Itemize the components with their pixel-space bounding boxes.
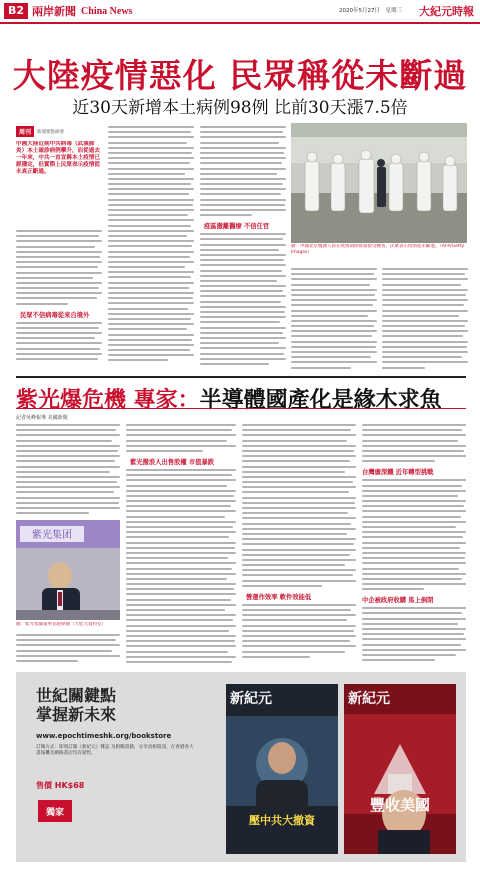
story2-column-4 <box>362 424 466 666</box>
newspaper-brand: 大紀元時報 <box>419 5 474 18</box>
magazine-cover-1[interactable] <box>226 684 338 854</box>
subheading-e: 營運作效率 軟件效能低 <box>246 593 312 601</box>
body-text-lines <box>16 322 102 360</box>
second-headline-part-2: 半導體國產化是緣木求魚 <box>199 387 442 413</box>
body-text-lines <box>291 268 377 369</box>
body-text-lines <box>126 469 236 666</box>
body-text-lines <box>108 126 194 361</box>
magazine-advertisement[interactable] <box>16 672 466 862</box>
dateline: 2020年5月27日 星期三 <box>339 8 402 14</box>
body-text-lines <box>242 424 356 587</box>
body-text-lines <box>362 479 466 590</box>
sign-text: 紫光集团 <box>32 530 72 541</box>
ad-title <box>36 686 116 724</box>
subheading-d: 台灣廣深鐵 近年轉型挑戰 <box>362 469 434 477</box>
photo-caption-1-text: 圖：中國北京醫護人員在疫情期間排隊接受檢查，民眾表示疫情從未斷過。（AFP/Getty Images） <box>291 244 465 255</box>
story2-column-1-lower <box>16 634 120 664</box>
ad-price: 售價 HK$68 <box>36 781 85 790</box>
lead-summary <box>16 126 102 233</box>
body-text-lines <box>382 268 468 369</box>
section-name-english: China News <box>81 5 133 17</box>
body-text-lines <box>126 424 236 452</box>
body-text-lines <box>16 424 120 514</box>
photo-caption-2-text: 圖：紫光集團董事長趙偉國（大紀元資料室） <box>16 622 106 627</box>
magazine-brand-2: 新紀元 <box>348 691 390 707</box>
section-divider <box>16 376 466 378</box>
main-subheadline: 近30天新增本土病例98例 比前30天漲7.5倍 <box>72 98 408 118</box>
byline: 記者吳峰報導 美國新聞 <box>16 415 68 421</box>
lead-tag: 周刊 <box>16 126 34 137</box>
body-text-lines <box>16 634 120 662</box>
second-headline-part-1: 紫光爆危機 專家： <box>16 387 200 413</box>
magazine-brand-1: 新紀元 <box>230 691 272 707</box>
magazine-cover-title-2: 豐收美國 <box>369 796 430 814</box>
article-column-3 <box>200 126 286 372</box>
ad-url-link[interactable]: www.epochtimeshk.org/bookstore <box>36 732 172 740</box>
article-column-4 <box>291 268 377 372</box>
body-text-lines <box>362 607 466 661</box>
body-text-lines <box>362 424 466 462</box>
news-photo-executive <box>16 520 120 620</box>
story2-column-3 <box>242 424 356 666</box>
ad-title-line-2: 掌握新未來 <box>36 705 117 724</box>
story2-column-2 <box>126 424 236 666</box>
photo-caption-2 <box>16 622 120 632</box>
body-text-lines <box>242 604 356 658</box>
article-column-2 <box>108 126 194 372</box>
lead-tag-subtitle: 新聞要點摘要 <box>37 129 65 135</box>
page-number: B2 <box>4 3 28 19</box>
magazine-cover-title-1: 壓中共大撤資 <box>249 814 315 827</box>
masthead <box>0 0 480 24</box>
executive-portrait-image <box>16 520 120 620</box>
story2-column-1 <box>16 424 120 516</box>
headline-underline <box>16 408 466 409</box>
subheading-f: 中企被政府收購 馬上倒閉 <box>362 597 434 605</box>
article-column-5 <box>382 268 468 372</box>
section-name: 兩岸新聞 <box>32 5 77 18</box>
lead-summary-text: 中國大陸近期中共病毒（武漢肺炎）本土確診病例攀升，而從過去一年來，中共一直宣稱本土疫情已經穩定，但實際上民眾表示疫情從未真正斷過。 <box>16 141 100 175</box>
ad-description: 訂閱方式：即刻訂閱《新紀元》雜誌 及相關書籍，分享真相資訊，在香港各大書報攤及網路書店均有銷售。 <box>36 745 194 757</box>
ad-title-line-1: 世紀關鍵點 <box>36 686 117 705</box>
main-headline: 大陸疫情惡化 民眾稱從未斷過 <box>12 56 468 95</box>
magazine-cover-2[interactable] <box>344 684 456 854</box>
body-text-lines <box>16 230 102 305</box>
subheading-c: 紫光撥浪人出售股權 市值暴跌 <box>130 458 215 466</box>
body-text-lines <box>200 126 286 216</box>
exclusive-badge: 獨家 <box>38 800 72 822</box>
lead-tag-row <box>16 126 102 137</box>
news-photo-medical-workers <box>291 123 467 243</box>
subheading-b: 疫區撤離醫療 不信任官 <box>204 223 270 231</box>
photo-caption-1 <box>291 244 467 264</box>
body-text-lines <box>200 233 286 365</box>
subheading-a: 民眾不信病毒從來自境外 <box>20 311 90 319</box>
medical-workers-image <box>291 123 467 243</box>
second-headline <box>16 383 456 414</box>
article-column-1 <box>16 230 102 372</box>
